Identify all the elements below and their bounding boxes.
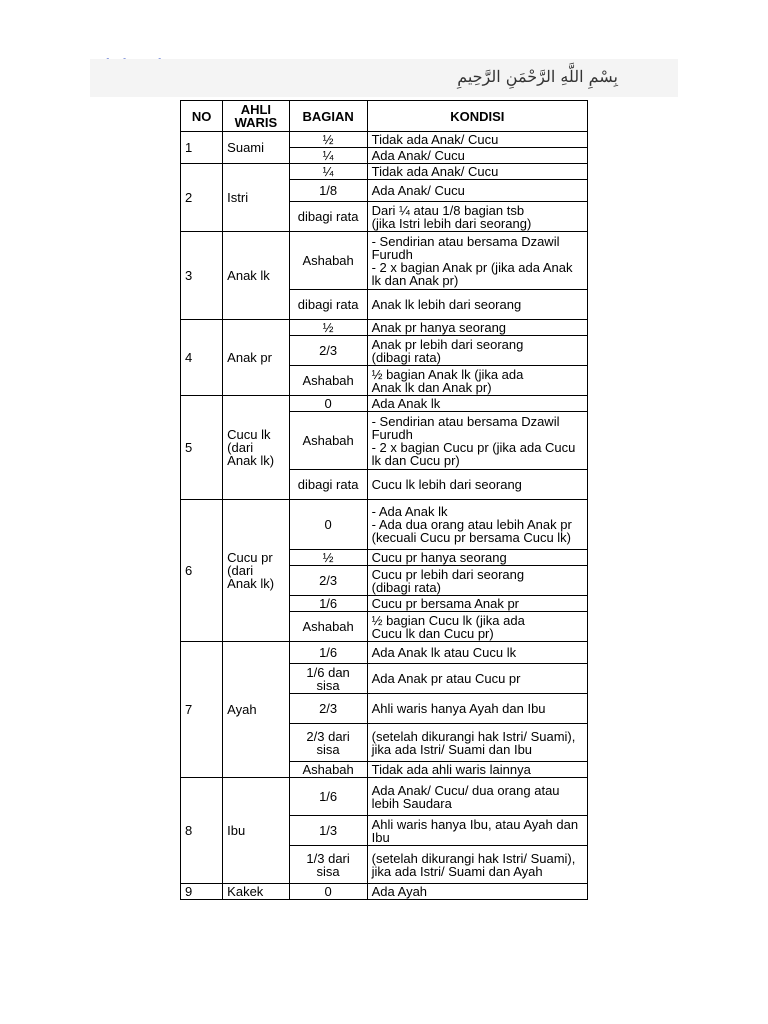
cell-bagian: ½ <box>289 132 367 148</box>
cell-kondisi <box>367 596 587 612</box>
cell-bagian: ¼ <box>289 148 367 164</box>
cell-ahli-waris: Cucu pr (dari Anak lk) <box>223 500 289 642</box>
cell-kondisi <box>367 366 587 396</box>
kondisi-line: - Sendirian atau bersama Dzawil Furudh <box>371 233 560 262</box>
table-row <box>181 396 588 412</box>
kondisi-line: Tidak ada Anak/ Cucu <box>371 164 499 179</box>
cell-kondisi <box>367 816 587 846</box>
kondisi-line: Ada Anak lk atau Cucu lk <box>371 645 517 660</box>
cell-ahli-waris: Anak pr <box>223 320 289 396</box>
cell-kondisi <box>367 232 587 290</box>
cell-kondisi <box>367 470 587 500</box>
cell-kondisi <box>367 396 587 412</box>
cell-no: 4 <box>181 320 223 396</box>
kondisi-line: Anak pr lebih dari seorang <box>371 336 524 352</box>
header-no: NO <box>181 101 223 132</box>
cell-bagian: dibagi rata <box>289 470 367 500</box>
cell-kondisi <box>367 664 587 694</box>
cell-ahli-waris: Cucu lk (dari Anak lk) <box>223 396 289 500</box>
header-ahli-waris: AHLI WARIS <box>223 101 289 132</box>
kondisi-line: - Ada dua orang atau lebih Anak pr (kecuali Cucu pr bersama Cucu lk) <box>371 517 572 545</box>
kondisi-line: Tidak ada Anak/ Cucu <box>371 132 499 147</box>
header-bagian: BAGIAN <box>289 101 367 132</box>
cell-bagian: 1/8 <box>289 180 367 202</box>
kondisi-line: (setelah dikurangi hak Istri/ Suami), jika ada Istri/ Suami dan Ibu <box>371 728 576 757</box>
table-row <box>181 500 588 550</box>
kondisi-line: Anak lk lebih dari seorang <box>371 297 522 312</box>
cell-kondisi <box>367 132 587 148</box>
cell-bagian: 2/3 dari sisa <box>289 724 367 762</box>
kondisi-line: Cucu lk lebih dari seorang <box>371 477 522 492</box>
kondisi-line: Ada Anak lk <box>371 396 441 411</box>
table-row <box>181 778 588 816</box>
cell-bagian: Ashabah <box>289 762 367 778</box>
cell-ahli-waris: Ibu <box>223 778 289 884</box>
bismillah-text: بِسْمِ اللَّهِ الرَّحْمَنِ الرَّحِيمِ <box>457 67 618 86</box>
kondisi-line: Cucu pr bersama Anak pr <box>371 596 520 611</box>
cell-kondisi <box>367 694 587 724</box>
cell-bagian: dibagi rata <box>289 290 367 320</box>
cell-bagian: Ashabah <box>289 366 367 396</box>
table-row <box>181 642 588 664</box>
kondisi-line: Cucu lk dan Cucu pr) <box>371 625 494 641</box>
inheritance-table <box>180 100 588 900</box>
cell-kondisi <box>367 762 587 778</box>
header-kondisi: KONDISI <box>367 101 587 132</box>
bismillah-band <box>90 59 678 97</box>
kondisi-line: - 2 x bagian Cucu pr (jika ada Cucu lk dan Cucu pr) <box>371 439 576 468</box>
cell-kondisi <box>367 148 587 164</box>
cell-bagian: ½ <box>289 320 367 336</box>
cell-bagian: Ashabah <box>289 612 367 642</box>
cell-kondisi <box>367 724 587 762</box>
cell-no: 6 <box>181 500 223 642</box>
cell-bagian: Ashabah <box>289 232 367 290</box>
cell-no: 9 <box>181 884 223 900</box>
cell-bagian: 1/6 <box>289 778 367 816</box>
kondisi-line: Ahli waris hanya Ayah dan Ibu <box>371 701 546 716</box>
cell-kondisi <box>367 500 587 550</box>
kondisi-line: Cucu pr lebih dari seorang <box>371 566 525 582</box>
kondisi-line: (setelah dikurangi hak Istri/ Suami), jika ada Istri/ Suami dan Ayah <box>371 850 576 879</box>
kondisi-line: Tidak ada ahli waris lainnya <box>371 762 531 777</box>
kondisi-line: Ada Anak pr atau Cucu pr <box>371 671 521 686</box>
kondisi-line: ½ bagian Cucu lk (jika ada <box>371 612 525 628</box>
kondisi-line: Ada Ayah <box>371 884 428 899</box>
table-body <box>181 132 588 900</box>
kondisi-line: Ada Anak/ Cucu <box>371 148 465 163</box>
cell-bagian: 0 <box>289 396 367 412</box>
kondisi-line: Ahli waris hanya Ibu, atau Ayah dan Ibu <box>371 816 579 845</box>
kondisi-line: (dibagi rata) <box>371 349 441 365</box>
kondisi-line: Dari ¼ atau 1/8 bagian tsb <box>371 202 525 218</box>
kondisi-line: Anak lk dan Anak pr) <box>371 379 492 395</box>
cell-kondisi <box>367 180 587 202</box>
cell-bagian: 0 <box>289 884 367 900</box>
kondisi-line: - Ada Anak lk <box>371 504 448 519</box>
cell-no: 3 <box>181 232 223 320</box>
cell-no: 1 <box>181 132 223 164</box>
kondisi-line: - 2 x bagian Anak pr (jika ada Anak lk dan Anak pr) <box>371 259 573 288</box>
cell-no: 8 <box>181 778 223 884</box>
table-row <box>181 232 588 290</box>
kondisi-line: Ada Anak/ Cucu/ dua orang atau lebih Saudara <box>371 782 560 811</box>
cell-kondisi <box>367 336 587 366</box>
cell-bagian: 2/3 <box>289 336 367 366</box>
cell-kondisi <box>367 412 587 470</box>
cell-no: 2 <box>181 164 223 232</box>
cell-kondisi <box>367 612 587 642</box>
cell-bagian: 2/3 <box>289 566 367 596</box>
cell-kondisi <box>367 642 587 664</box>
cell-bagian: 0 <box>289 500 367 550</box>
cell-ahli-waris: Istri <box>223 164 289 232</box>
cell-bagian: 1/3 <box>289 816 367 846</box>
cell-kondisi <box>367 846 587 884</box>
table-row <box>181 164 588 180</box>
cell-ahli-waris: Suami <box>223 132 289 164</box>
cell-bagian: ½ <box>289 550 367 566</box>
cell-kondisi <box>367 290 587 320</box>
cell-bagian: 2/3 <box>289 694 367 724</box>
kondisi-line: Cucu pr hanya seorang <box>371 550 507 565</box>
kondisi-line: Anak pr hanya seorang <box>371 320 507 335</box>
cell-ahli-waris: Ayah <box>223 642 289 778</box>
cell-bagian: Ashabah <box>289 412 367 470</box>
cell-bagian: dibagi rata <box>289 202 367 232</box>
cell-no: 7 <box>181 642 223 778</box>
table-row <box>181 132 588 148</box>
cell-kondisi <box>367 202 587 232</box>
cell-bagian: 1/6 <box>289 596 367 612</box>
table-header-row <box>181 101 588 132</box>
cell-ahli-waris: Anak lk <box>223 232 289 320</box>
cell-kondisi <box>367 566 587 596</box>
cell-bagian: 1/6 <box>289 642 367 664</box>
kondisi-line: (dibagi rata) <box>371 579 441 595</box>
kondisi-line: Ada Anak/ Cucu <box>371 183 465 198</box>
cell-kondisi <box>367 884 587 900</box>
kondisi-line: ½ bagian Anak lk (jika ada <box>371 366 524 382</box>
cell-kondisi <box>367 778 587 816</box>
kondisi-line: - Sendirian atau bersama Dzawil Furudh <box>371 413 560 442</box>
cell-kondisi <box>367 550 587 566</box>
cell-ahli-waris: Kakek <box>223 884 289 900</box>
cell-bagian: ¼ <box>289 164 367 180</box>
cell-kondisi <box>367 320 587 336</box>
cell-bagian: 1/3 dari sisa <box>289 846 367 884</box>
table-row <box>181 884 588 900</box>
kondisi-line: (jika Istri lebih dari seorang) <box>371 215 532 231</box>
cell-kondisi <box>367 164 587 180</box>
cell-no: 5 <box>181 396 223 500</box>
cell-bagian: 1/6 dan sisa <box>289 664 367 694</box>
table-row <box>181 320 588 336</box>
